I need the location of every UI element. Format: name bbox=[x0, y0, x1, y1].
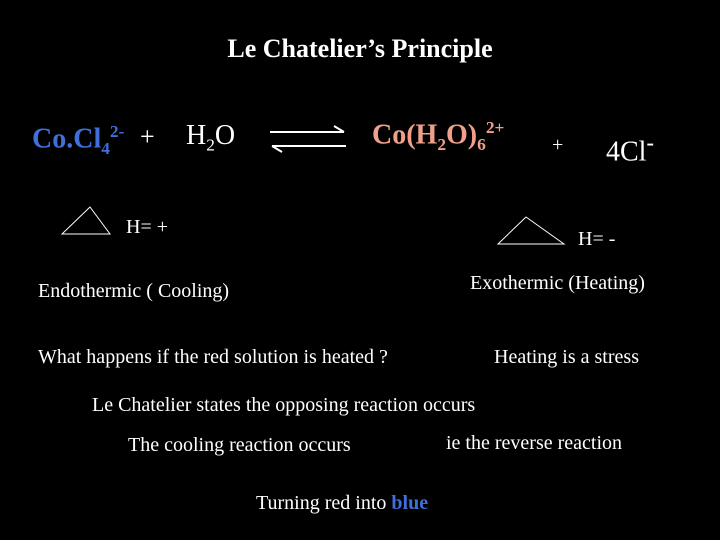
product1-sub2: 6 bbox=[477, 134, 486, 154]
product-cobalt-aqua-complex bbox=[372, 118, 504, 155]
turning-text bbox=[256, 492, 428, 515]
slide-title: Le Chatelier’s Principle bbox=[227, 34, 493, 63]
endothermic-label: Endothermic ( Cooling) bbox=[38, 280, 230, 302]
reactant2-rest: O bbox=[214, 120, 236, 151]
delta-triangle-right-icon bbox=[496, 216, 568, 246]
question-text: What happens if the red solution is heated ? bbox=[38, 346, 388, 368]
product-chloride bbox=[606, 130, 654, 168]
product1-sub1: 2 bbox=[437, 134, 447, 154]
product1-open: Co(H bbox=[372, 119, 438, 151]
statement-text: Le Chatelier states the opposing reaction occurs bbox=[92, 394, 476, 416]
delta-h-left-label: H= + bbox=[126, 216, 169, 238]
turning-prefix: Turning red into bbox=[256, 492, 392, 514]
reactant1-sup: 2- bbox=[109, 122, 125, 141]
cooling-reaction-text: The cooling reaction occurs bbox=[128, 434, 351, 456]
delta-h-right-label: H= - bbox=[578, 228, 616, 250]
reverse-reaction-text: ie the reverse reaction bbox=[446, 432, 623, 454]
equilibrium-arrows-icon bbox=[268, 124, 348, 154]
product2-base: 4Cl bbox=[606, 136, 647, 168]
delta-triangle-left-icon bbox=[60, 206, 112, 236]
turning-highlight-blue: blue bbox=[391, 492, 429, 514]
plus-sign-right: + bbox=[552, 134, 564, 156]
reactant2-sub: 2 bbox=[206, 135, 215, 155]
product2-sup: - bbox=[646, 130, 654, 155]
reactant-cobalt-chloride bbox=[32, 122, 124, 159]
product1-mid: O) bbox=[446, 119, 478, 151]
plus-sign-left: + bbox=[140, 122, 155, 151]
reactant2-base: H bbox=[186, 120, 207, 151]
exothermic-label: Exothermic (Heating) bbox=[470, 272, 645, 294]
reactant1-sub: 4 bbox=[101, 138, 110, 158]
reactant-water bbox=[186, 120, 235, 156]
product1-sup: 2+ bbox=[485, 118, 505, 137]
stress-text: Heating is a stress bbox=[494, 346, 639, 368]
reactant1-base: Co.Cl bbox=[32, 123, 102, 155]
